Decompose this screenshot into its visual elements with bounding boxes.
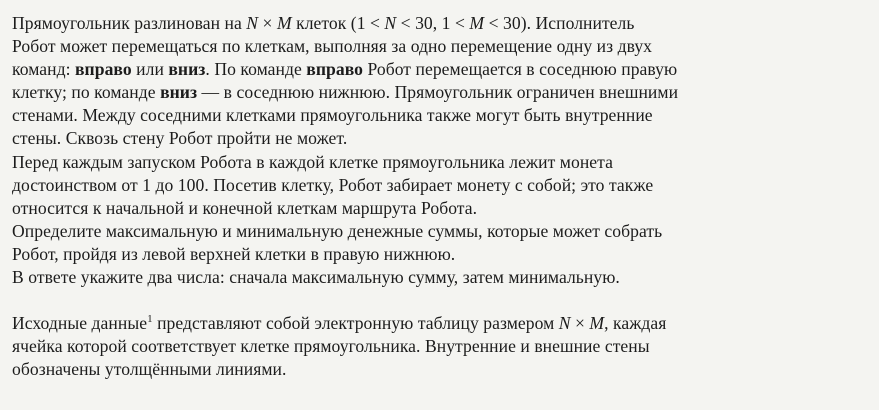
variable-n: N: [384, 13, 397, 33]
paragraph-line: [12, 58, 869, 81]
variable-m: M: [276, 13, 292, 33]
text-run: стенами. Между соседними клетками прямоугольника также могут быть внутренние: [12, 105, 653, 126]
paragraph-line: [12, 243, 869, 266]
paragraph-line: [12, 174, 869, 197]
variable-m: M: [469, 13, 485, 33]
text-run: Перед каждым запуском Робота в каждой клетке прямоугольника лежит монета: [12, 151, 613, 172]
text-run: стены. Сквозь стену Робот пройти не может.: [12, 128, 348, 149]
paragraph-line: [12, 197, 869, 220]
command-keyword: вправо: [75, 59, 132, 80]
text-run: Прямоугольник разлинован на: [12, 13, 247, 33]
paragraph-line: [12, 127, 869, 150]
text-run: команд:: [12, 59, 75, 80]
paragraph-line: [12, 358, 869, 381]
variable-n: N: [558, 313, 571, 334]
paragraph-gap: [12, 289, 869, 312]
text-run: ячейка которой соответствует клетке прямоугольника. Внутренние и внешние стены: [12, 336, 650, 357]
text-run: В ответе укажите два числа: сначала максимальную сумму, затем минимальную.: [12, 267, 620, 288]
paragraph-line: [12, 312, 869, 335]
text-run: Исходные данные: [12, 313, 148, 334]
text-run: , каждая: [604, 313, 667, 334]
text-run: клетку; по команде: [12, 82, 161, 103]
text-run: Робот может перемещаться по клеткам, выполняя за одно перемещение одну из двух: [12, 36, 653, 57]
paragraph-line: [12, 35, 869, 58]
text-run: Робот, пройдя из левой верхней клетки в правую нижнюю.: [12, 243, 456, 264]
text-run: относится к начальной и конечной клеткам маршрута Робота.: [12, 197, 478, 218]
text-run: . По команде: [205, 59, 307, 80]
command-keyword: вниз: [168, 59, 206, 80]
text-run: < 30, 1 <: [396, 13, 470, 33]
footnote-marker: 1: [147, 313, 153, 326]
paragraph-line: [12, 151, 869, 174]
paragraph-line: [12, 12, 869, 35]
variable-n: N: [246, 13, 259, 33]
command-keyword: вправо: [306, 59, 363, 80]
text-run: представляют собой электронную таблицу размером: [152, 313, 559, 334]
text-run: или: [131, 59, 169, 80]
paragraph-line: [12, 335, 869, 358]
paragraph-line: [12, 81, 869, 104]
text-run: ×: [258, 13, 277, 33]
paragraph-line: [12, 104, 869, 127]
command-keyword: вниз: [160, 82, 198, 103]
text-run: — в соседнюю нижнюю. Прямоугольник ограничен внешними: [197, 82, 679, 103]
text-run: клеток (1 <: [291, 13, 385, 33]
text-run: ×: [570, 313, 590, 334]
paragraph-line: [12, 266, 869, 289]
text-run: Робот перемещается в соседнюю правую: [363, 59, 678, 80]
text-run: Определите максимальную и минимальную денежные суммы, которые может собрать: [12, 220, 663, 241]
text-run: < 30). Исполнитель: [484, 13, 635, 33]
variable-m: M: [589, 313, 605, 334]
text-run: обозначены утолщёнными линиями.: [12, 359, 287, 380]
text-run: достоинством от 1 до 100. Посетив клетку, Робот забирает монету с собой; это также: [12, 174, 654, 195]
paragraph-line: [12, 220, 869, 243]
